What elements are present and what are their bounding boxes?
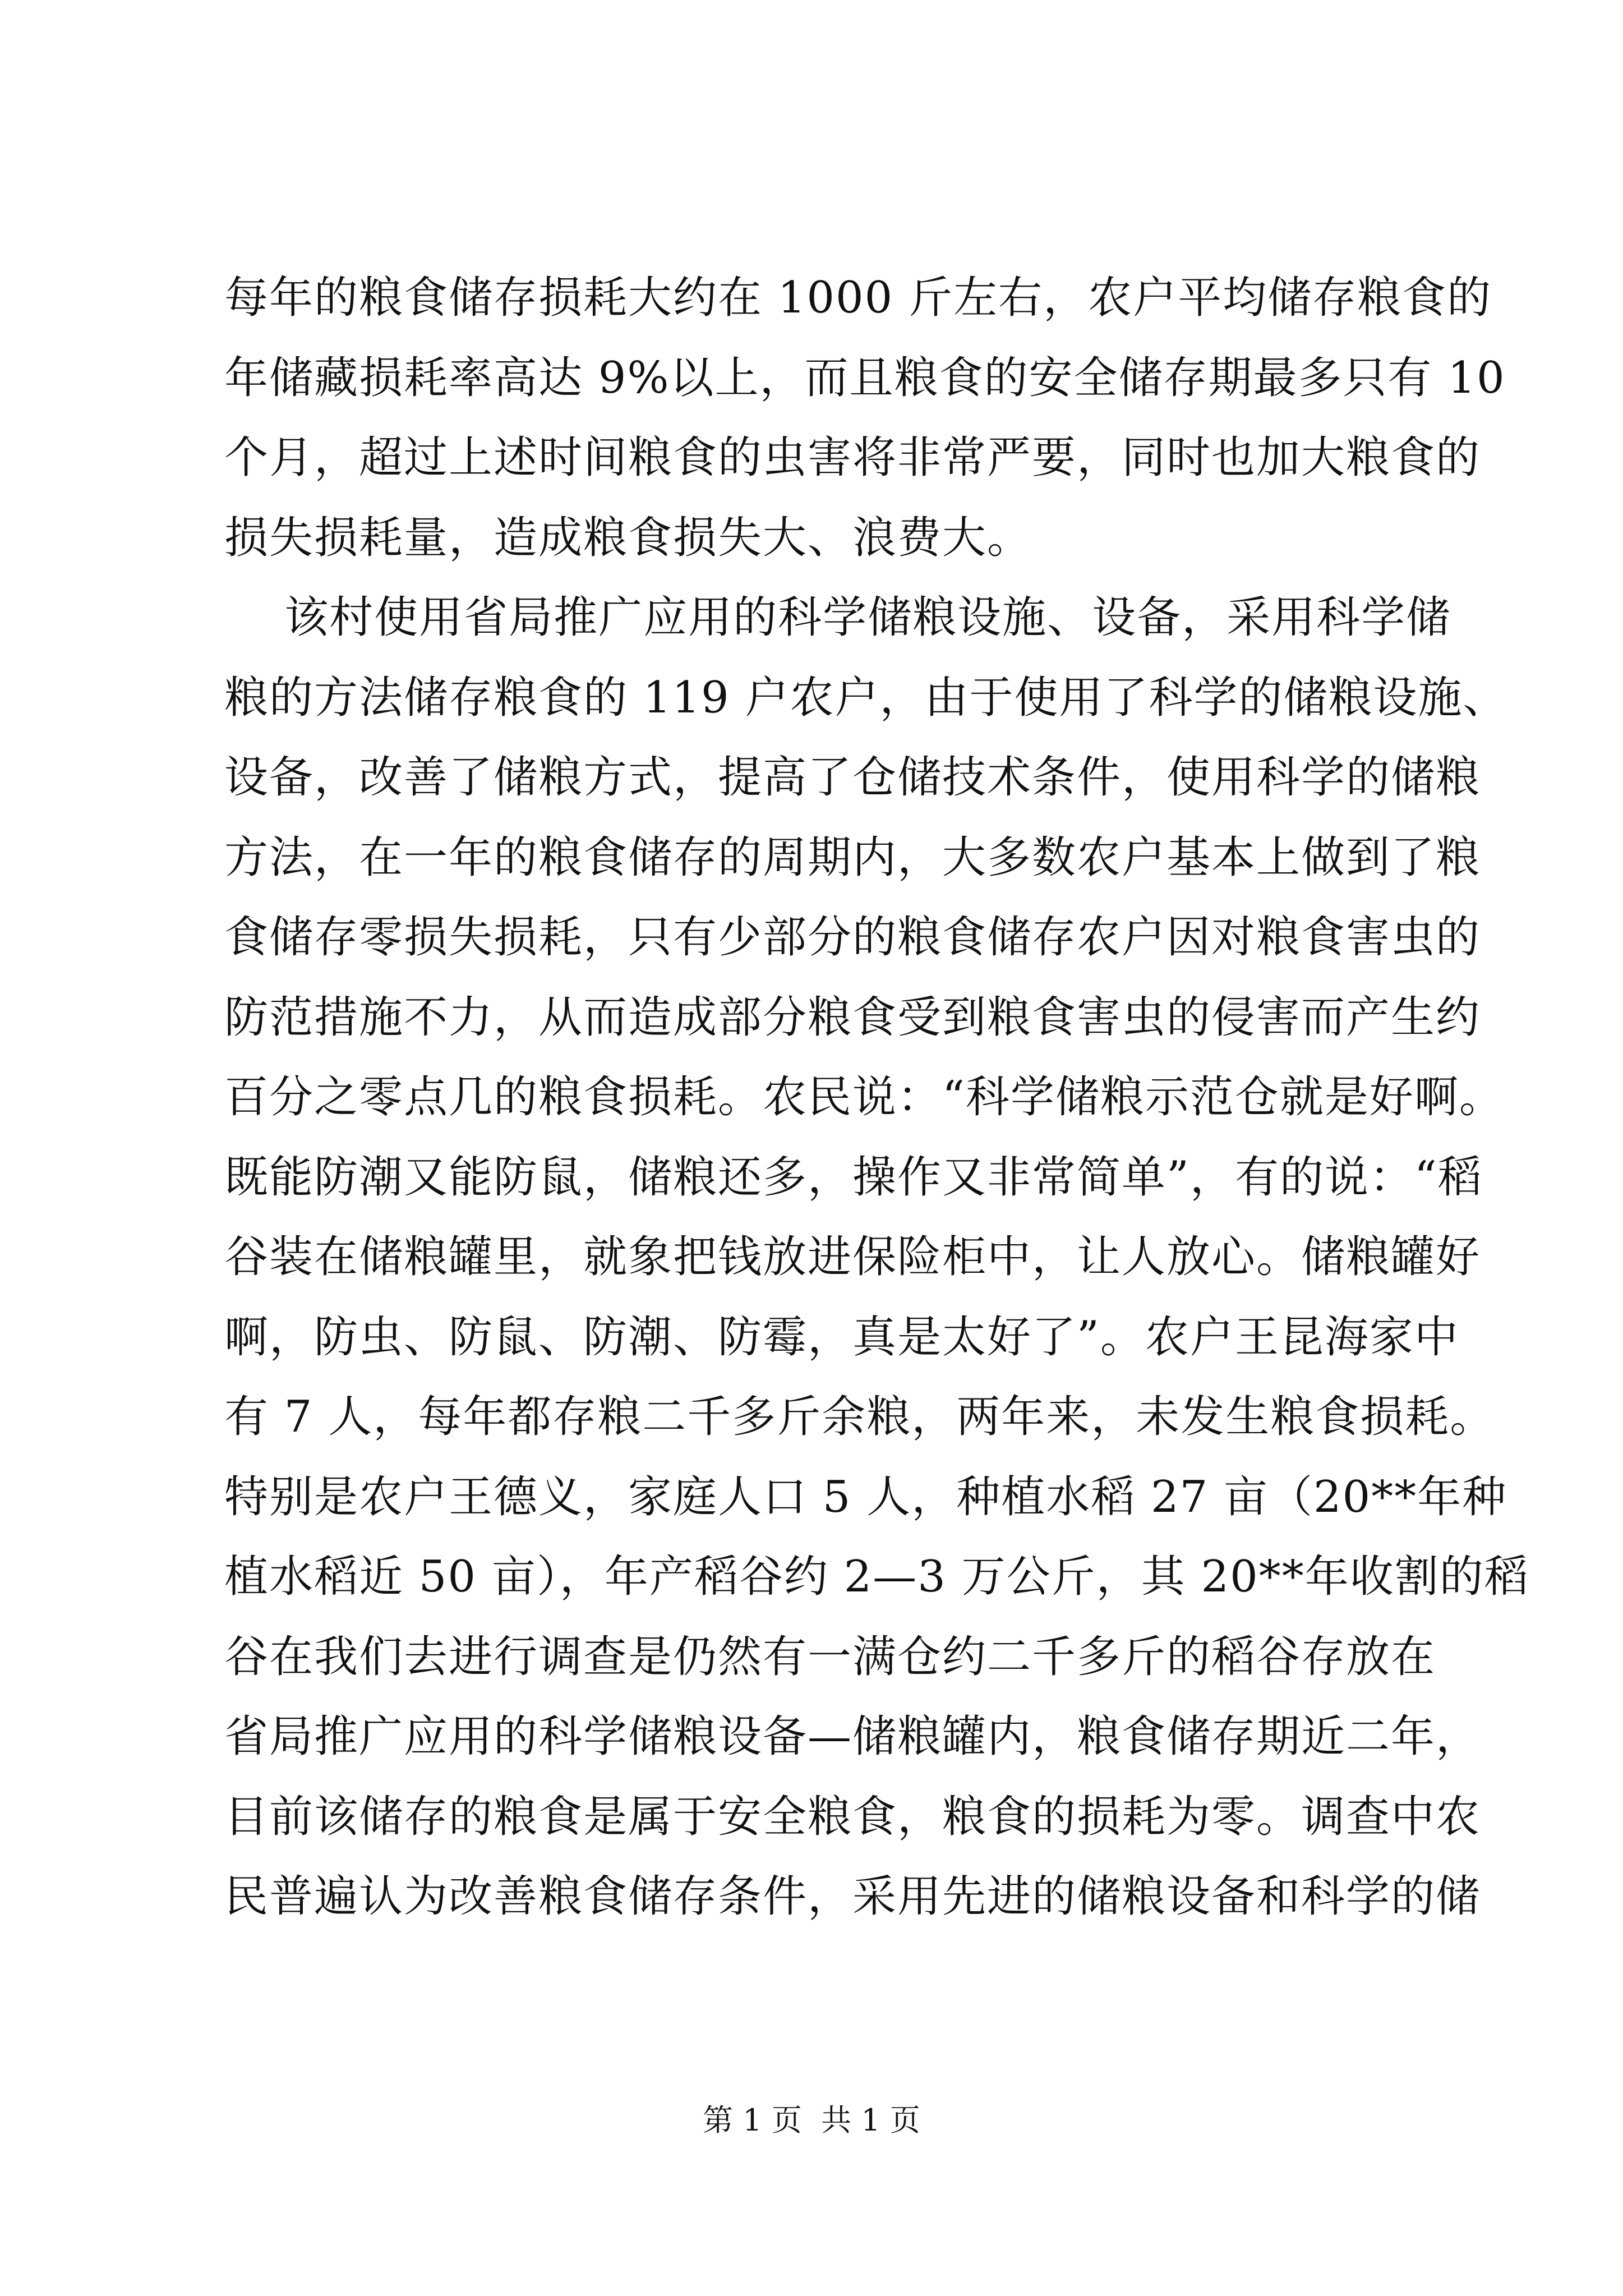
text-line: 谷在我们去进行调查是仍然有一满仓约二千多斤的稻谷存放在 (224, 1631, 1436, 1682)
text-line: 特别是农户王德义，家庭人口 5 人，种植水稻 27 亩（20**年种 (224, 1471, 1507, 1522)
text-line: 年储藏损耗率高达 9%以上，而且粮食的安全储存期最多只有 10 (224, 352, 1506, 403)
text-line: 防范措施不力，从而造成部分粮食受到粮食害虫的侵害而产生约 (224, 992, 1481, 1043)
text-line: 谷装在储粮罐里，就象把钱放进保险柜中，让人放心。储粮罐好 (224, 1232, 1481, 1282)
text-line: 损失损耗量，造成粮食损失大、浪费大。 (224, 512, 1032, 563)
text-line: 百分之零点几的粮食损耗。农民说：“科学储粮示范仓就是好啊。 (224, 1072, 1504, 1122)
text-line: 有 7 人，每年都存粮二千多斤余粮，两年来，未发生粮食损耗。 (224, 1392, 1495, 1442)
text-line: 省局推广应用的科学储粮设备—储粮罐内，粮食储存期近二年， (224, 1711, 1481, 1762)
text-line: 食储存零损失损耗，只有少部分的粮食储存农户因对粮食害虫的 (224, 912, 1481, 963)
text-line: 啊，防虫、防鼠、防潮、防霉，真是太好了”。农户王昆海家中 (224, 1312, 1459, 1363)
text-line: 粮的方法储存粮食的 119 户农户，由于使用了科学的储粮设施、 (224, 672, 1508, 723)
body-text (224, 258, 1529, 1937)
text-line: 既能防潮又能防鼠，储粮还多，操作又非常简单”，有的说：“稻 (224, 1152, 1483, 1203)
text-line: 植水稻近 50 亩），年产稻谷约 2—3 万公斤，其 20**年收割的稻 (224, 1552, 1529, 1602)
text-line: 方法，在一年的粮食储存的周期内，大多数农户基本上做到了粮 (224, 832, 1481, 883)
text-line: 民普遍认为改善粮食储存条件，采用先进的储粮设备和科学的储 (224, 1871, 1481, 1922)
text-line: 目前该储存的粮食是属于安全粮食，粮食的损耗为零。调查中农 (224, 1791, 1481, 1842)
text-line: 每年的粮食储存损耗大约在 1000 斤左右，农户平均储存粮食的 (224, 273, 1492, 323)
paragraph-start-line: 该村使用省局推广应用的科学储粮设施、设备，采用科学储 (224, 592, 1451, 643)
text-line: 设备，改善了储粮方式，提高了仓储技术条件，使用科学的储粮 (224, 752, 1481, 803)
text-line: 个月，超过上述时间粮食的虫害将非常严要，同时也加大粮食的 (224, 432, 1481, 483)
page-footer: 第 1 页 共 1 页 (703, 2102, 920, 2138)
